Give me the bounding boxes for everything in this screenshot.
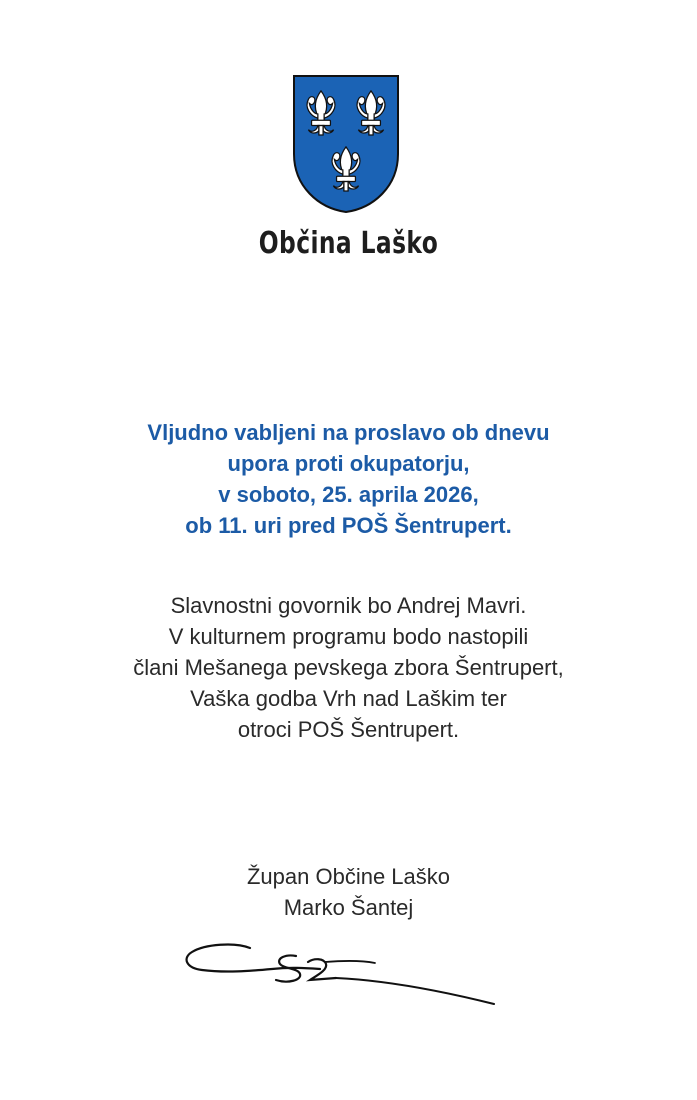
program-line: otroci POŠ Šentrupert. bbox=[237, 717, 460, 742]
invitation-line: upora proti okupatorju, bbox=[227, 451, 470, 476]
program-description bbox=[0, 590, 697, 745]
signatory-title: Župan Občine Laško bbox=[246, 864, 451, 889]
municipality-name: Občina Laško bbox=[258, 226, 439, 261]
program-line: Vaška godba Vrh nad Laškim ter bbox=[190, 686, 507, 711]
laško-coat-of-arms-icon bbox=[292, 74, 400, 214]
signatory-block bbox=[0, 861, 697, 923]
invitation-line: Vljudno vabljeni na proslavo ob dnevu bbox=[147, 420, 550, 445]
program-line: Slavnostni govornik bo Andrej Mavri. bbox=[170, 593, 527, 618]
invitation-line: v soboto, 25. aprila 2026, bbox=[218, 482, 479, 507]
program-line: V kulturnem programu bodo nastopili bbox=[168, 624, 529, 649]
invitation-text bbox=[0, 417, 697, 541]
signatory-name: Marko Šantej bbox=[283, 895, 414, 920]
invitation-line: ob 11. uri pred POŠ Šentrupert. bbox=[185, 513, 512, 538]
program-line: člani Mešanega pevskega zbora Šentrupert, bbox=[133, 655, 564, 680]
handwritten-signature-icon bbox=[180, 936, 500, 1010]
